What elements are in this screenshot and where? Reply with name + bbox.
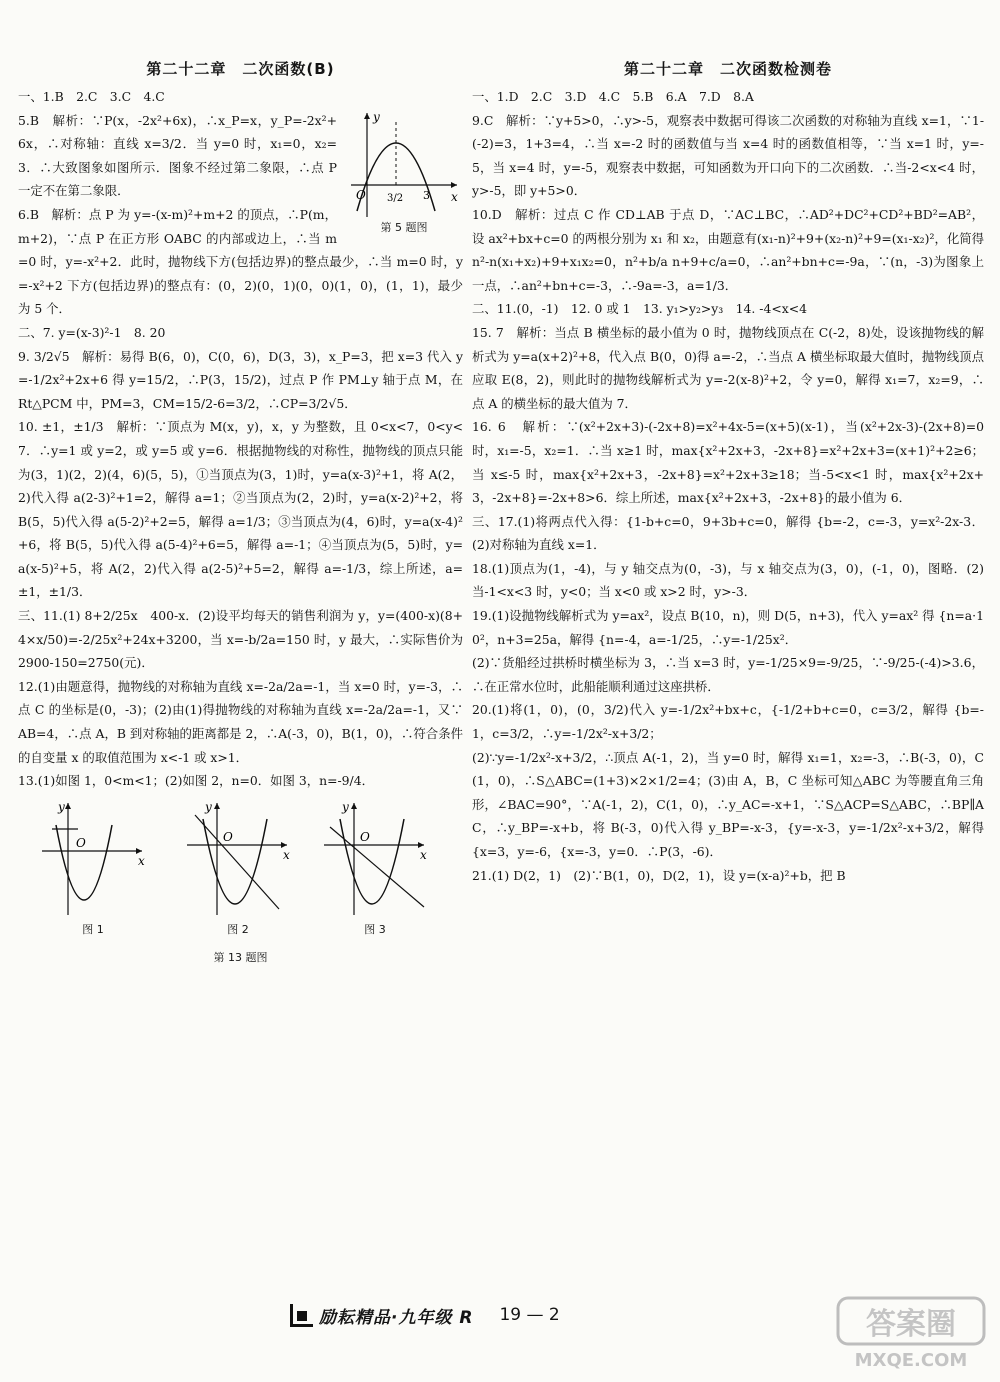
- fig5-origin-label: O: [356, 187, 366, 202]
- watermark-text: 答案圈: [866, 1307, 956, 1342]
- fig13-1-y-label: y: [58, 799, 65, 814]
- fig13-2-origin-label: O: [223, 829, 233, 844]
- figure-13: [18, 799, 463, 947]
- fig5-x-label: x: [451, 189, 458, 204]
- right-para-6: 三、17.(1)将两点代入得：{1-b+c=0，9+3b+c=0，解得 {b=-2，c=-3，y=x²-2x-3．(2)对称轴为直线 x=1．: [472, 513, 984, 553]
- left-column: [18, 58, 463, 965]
- fig13-1-origin-label: O: [76, 835, 86, 850]
- figure-5-graph: [345, 109, 463, 221]
- fig5-root-label: 3: [423, 188, 430, 202]
- right-para-3: 二、11.(0，-1) 12. 0 或 1 13. y₁>y₂>y₃ 14. -4<x<4: [472, 301, 808, 317]
- fig5-axis-mark: 3/2: [387, 192, 404, 204]
- right-para-2: 10.D 解析：过点 C 作 CD⊥AB 于点 D，∵AC⊥BC，∴AD²+DC²+CD²+BD²=AB²，设 ax²+bx+c=0 的两根分别为 x₁ 和 x₂，由题意有(x₁-n)²+9+(x₂-n)²+9=(x₁-x₂)²，化简得 n²-n(x₁+x₂)+9+x₁x₂=0，n²+b/a n+9+c/a=0，∴an²+bn+c=-9a，∵(n，-3)为图象上一点，∴an²+bn+c=-3，∴-9a=-3，a=1/3．: [472, 206, 985, 293]
- figure-5-caption: 第 5 题图: [380, 220, 428, 234]
- left-para-7: 12.(1)由题意得，抛物线的对称轴为直线 x=-2a/2a=-1，当 x=0 时，y=-3，∴点 C 的坐标是(0，-3)；(2)由(1)得抛物线的对称轴为直线 x=-2a/2a=-1，又∵AB=4，∴点 A，B 到对称轴的距离都是 2，∴A(-3，0)，B(1，0)，∴符合条件的自变量 x 的取值范围为 x<-1 或 x>1．: [18, 678, 463, 765]
- left-para-3: 二、7. y=(x-3)²-1 8. 20: [18, 324, 166, 340]
- footer-brand: 励耘精品·九年级 R: [319, 1307, 474, 1328]
- left-para-4: 9. 3/2√5 解析：易得 B(6，0)，C(0，6)，D(3，3)，x_P=3，把 x=3 代入 y=-1/2x²+2x+6 得 y=15/2，∴P(3，15/2)，过点 P 作 PM⊥y 轴于点 M，在 Rt△PCM 中，PM=3，CM=15/2-6=3/2，∴CP=3/2√5．: [18, 348, 463, 411]
- footer-page-number: 19 — 2: [499, 1305, 560, 1325]
- right-para-12: 21.(1) D(2，1) (2)∵B(1，0)，D(2，1)，设 y=(x-a)²+b，把 B: [472, 867, 846, 883]
- page-footer: [290, 1302, 560, 1328]
- watermark-url: MXQE.COM: [854, 1350, 968, 1371]
- figure-13-graph-1-caption: 图 1: [82, 922, 104, 936]
- right-para-10: 20.(1)将(1，0)，(0，3/2)代入 y=-1/2x²+bx+c，{-1/2+b+c=0，c=3/2，解得 {b=-1，c=3/2，∴y=-1/2x²-x+3/2；: [472, 702, 984, 742]
- figure-13-graph-2-caption: 图 2: [227, 922, 249, 936]
- fig13-3-x-label: x: [420, 847, 427, 862]
- fig5-y-label: y: [373, 109, 380, 124]
- fig13-1-x-label: x: [138, 853, 145, 868]
- watermark-logo: [836, 1294, 986, 1374]
- right-para-7: 18.(1)顶点为(1，-4)，与 y 轴交点为(0，-3)，与 x 轴交点为(3，0)，(-1，0)，图略．(2)当-1<x<3 时，y<0；当 x<0 或 x>2 时，y>-3．: [472, 560, 984, 600]
- left-para-1: 5.B 解析：∵P(x，-2x²+6x)，∴x_P=x，y_P=-2x²+6x，∴对称轴：直线 x=3/2．当 y=0 时，x₁=0，x₂=3．∴大致图象如图所示．图象不经过第二象限，∴点 P 一定不在第二象限．: [18, 112, 337, 199]
- figure-13-caption: 第 13 题图: [213, 950, 268, 964]
- left-para-8: 13.(1)如图 1，0<m<1；(2)如图 2，n=0．如图 3，n=-9/4．: [18, 773, 374, 789]
- figure-13-graph-2: [183, 799, 293, 937]
- figure-13-graph-1: [38, 799, 148, 937]
- left-para-5: 10. ±1，±1/3 解析：∵顶点为 M(x，y)，x，y 为整数，且 0<x<7，0<y<7．∴y=1 或 y=2，或 y=5 或 y=6．根据抛物线的对称性，抛物线的顶点只能为(3，1)(2，2)(4，6)(5，5)，①当顶点为(3，1)时，y=a(x-3)²+1，将 A(2，2)代入得 a(2-3)²+1=2，解得 a=1；②当顶点为(2，2)时，y=a(x-2)²+2，将 B(5，5)代入得 a(5-2)²+2=5，解得 a=1/3；③当顶点为(4，6)时，y=a(x-4)²+6，将 B(5，5)代入得 a(5-4)²+6=5，解得 a=-1；④当顶点为(5，5)时，y=a(x-5)²+5，将 A(2，2)代入得 a(2-5)²+5=2，解得 a=-1/3，综上所述，a=±1，±1/3．: [18, 419, 463, 600]
- fig13-3-y-label: y: [342, 799, 349, 814]
- right-para-8: 19.(1)设抛物线解析式为 y=ax²，设点 B(10，n)，则 D(5，n+3)，代入 y=ax² 得 {n=a·10²，n+3=25a，解得 {n=-4，a=-1/25，∴y=-1/25x²．: [472, 608, 984, 647]
- right-para-0: 一、1.D 2.C 3.D 4.C 5.B 6.A 7.D 8.A: [472, 89, 754, 104]
- left-section-title: 第二十二章 二次函数(B): [146, 60, 335, 78]
- right-section-title: 第二十二章 二次函数检测卷: [623, 60, 832, 78]
- left-para-2: 6.B 解析：点 P 为 y=-(x-m)²+m+2 的顶点，∴P(m，m+2)，∵点 P 在正方形 OABC 的内部或边上，∴当 m=0 时，y=-x²+2．此时，抛物线下方(包括边界)的整点最少，∴当 m=0 时，y=-x²+2 下方(包括边界)的整点有：(0，2)(0，1)(0，0)(1，0)，(1，1)，最少为 5 个．: [18, 206, 463, 317]
- right-para-11: (2)∵y=-1/2x²-x+3/2，∴顶点 A(-1，2)，当 y=0 时，解得 x₁=1，x₂=-3，∴B(-3，0)，C(1，0)，∴S△ABC=(1+3)×2×1/2=4；(3)由 A，B，C 坐标可知△ABC 为等腰直角三角形，∠BAC=90°，∵A(-1，2)，C(1，0)，∴y_AC=-x+1，∵S△ACP=S△ABC，∴BP∥AC，∴y_BP=-x+b，将 B(-3，0)代入得 y_BP=-x-3，{y=-x-3，y=-1/2x²-x+3/2，解得 {x=3，y=-6，{x=-3，y=0．∴P(3，-6)．: [472, 749, 984, 859]
- right-para-4: 15. 7 解析：当点 B 横坐标的最小值为 0 时，抛物线顶点在 C(-2，8)处，设该抛物线的解析式为 y=a(x+2)²+8，代入点 B(0，0)得 a=-2，∴当点 A 横坐标取最大值时，抛物线顶点应取 E(8，2)，则此时的抛物线解析式为 y=-2(x-8)²+2，令 y=0，解得 x₁=7，x₂=9，∴点 A 的横坐标的最大值为 7．: [472, 324, 984, 411]
- right-column: [472, 58, 984, 887]
- left-para-0: 一、1.B 2.C 3.C 4.C: [18, 89, 165, 104]
- right-para-5: 16. 6 解析：∵(x²+2x+3)-(-2x+8)=x²+4x-5=(x+5)(x-1)，当(x²+2x-3)-(2x+8)=0 时，x₁=-5，x₂=1．∴当 x≥1 时，max{x²+2x+3，-2x+8}=x²+2x+3=(x+1)²+2≥6；当 x≤-5 时，max{x²+2x+3，-2x+8}=x²+2x+3≥18；当-5<x<1 时，max{x²+2x+3，-2x+8}=-2x+8>6．综上所述，max{x²+2x+3，-2x+8}的最小值为 6．: [472, 419, 984, 506]
- right-para-1: 9.C 解析：∵y+5>0，∴y>-5，观察表中数据可得该二次函数的对称轴为直线 x=1，∵1-(-2)=3，1+3=4，∴当 x=-2 时的函数值与当 x=4 时的函数值相等，∵当 x=1 时，y=-5，当 x=4 时，y=-5，观察表中数据，可知函数为开口向下的二次函数．∴当-2<x<4 时，y>-5，即 y+5>0．: [472, 112, 984, 199]
- right-para-9: (2)∵货船经过拱桥时横坐标为 3，∴当 x=3 时，y=-1/25×9=-9/25，∵-9/25-(-4)>3.6，∴在正常水位时，此船能顺利通过这座拱桥．: [472, 655, 984, 694]
- figure-13-graph-3: [320, 799, 430, 937]
- figure-13-graph-3-caption: 图 3: [364, 922, 386, 936]
- footer-corner-mark: [290, 1304, 313, 1327]
- fig13-3-origin-label: O: [360, 829, 370, 844]
- left-para-6: 三、11.(1) 8+2/25x 400-x．(2)设平均每天的销售利润为 y，y=(400-x)(8+4×x/50)=-2/25x²+24x+3200，当 x=-b/2a=150 时，y 最大，∴实际售价为 2900-150=2750(元)．: [18, 608, 463, 671]
- fig13-2-x-label: x: [283, 847, 290, 862]
- fig13-2-y-label: y: [205, 799, 212, 814]
- figure-5: [345, 109, 463, 239]
